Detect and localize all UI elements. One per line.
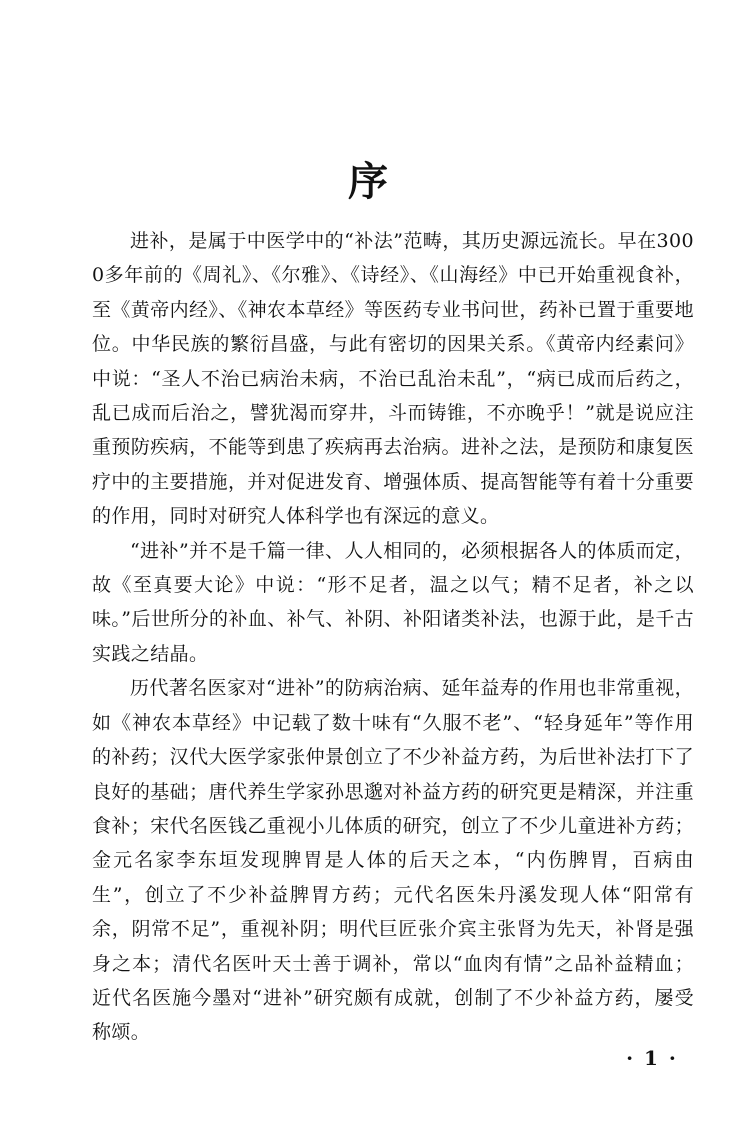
paragraph-1: 进补，是属于中医学中的“补法”范畴，其历史源远流长。早在3000多年前的《周礼》、《尔雅》、《诗经》、《山海经》中已开始重视食补，至《黄帝内经》、《神农本草经》等医药专业书问世，药补已置于重要地位。中华民族的繁衍昌盛，与此有密切的因果关系。《黄帝内经素问》中说：“圣人不治已病治未病，不治已乱治未乱”，“病已成而后药之，乱已成而后治之，譬犹渴而穿井，斗而铸锥，不亦晚乎！”就是说应注重预防疾病，不能等到患了疾病再去治病。进补之法，是预防和康复医疗中的主要措施，并对促进发育、增强体质、提高智能等有着十分重要的作用，同时对研究人体科学也有深远的意义。 — [92, 230, 694, 528]
paragraph-3: 历代著名医家对“进补”的防病治病、延年益寿的作用也非常重视，如《神农本草经》中记载了数十味有“久服不老”、“轻身延年”等作用的补药；汉代大医学家张仲景创立了不少补益方药，为后世补法打下了良好的基础；唐代养生学家孙思邈对补益方药的研究更是精深，并注重食补；宋代名医钱乙重视小儿体质的研究，创立了不少儿童进补方药；金元名家李东垣发现脾胃是人体的后天之本，“内伤脾胃，百病由生”，创立了不少补益脾胃方药；元代名医朱丹溪发现人体“阳常有余，阴常不足”，重视补阴；明代巨匠张介宾主张肾为先天，补肾是强身之本；清代名医叶天士善于调补，常以“血肉有情”之品补益精血；近代名医施今墨对“进补”研究颇有成就，创制了不少补益方药，屡受称颂。 — [92, 677, 694, 1044]
paragraph-2: “进补”并不是千篇一律、人人相同的，必须根据各人的体质而定，故《至真要大论》中说：“形不足者，温之以气；精不足者，补之以味。”后世所分的补血、补气、补阴、补阳诸类补法，也源于此，是千古实践之结晶。 — [92, 539, 695, 665]
preface-body — [92, 224, 694, 1050]
page-number: · 1 · — [626, 1046, 678, 1070]
page-title: 序 — [348, 158, 388, 205]
